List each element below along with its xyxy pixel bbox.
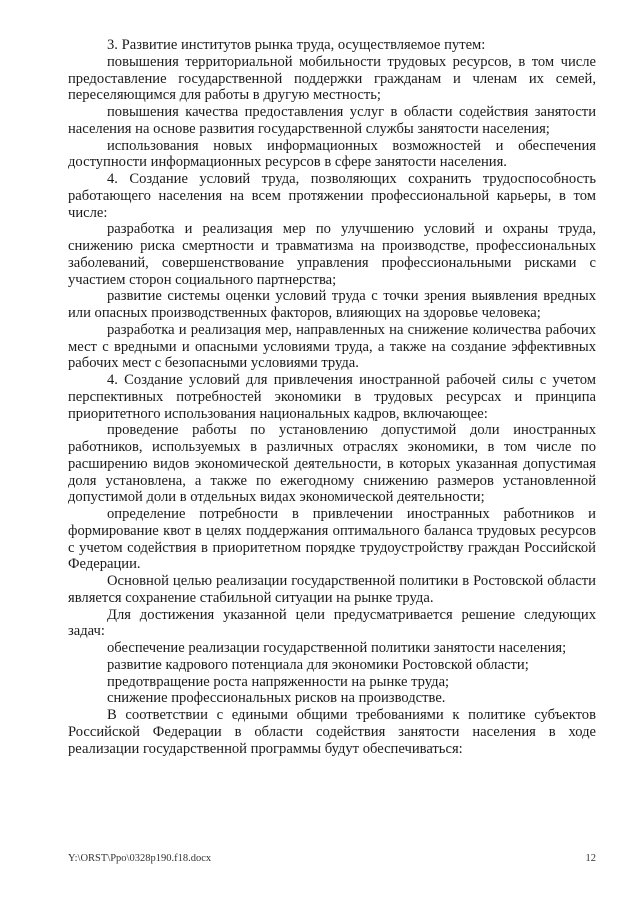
paragraph-section-3-heading: 3. Развитие институтов рынка труда, осуществляемое путем: — [107, 37, 486, 53]
paragraph: разработка и реализация мер, направленных на снижение количества рабочих мест с вредными и опасными условиями труда, а также на создание эффективных рабочих мест с безопасными условиями труда. — [68, 321, 596, 372]
paragraph-list-item: развитие кадрового потенциала для экономики Ростовской области; — [107, 656, 529, 673]
footer-file-path: Y:\ORST\Ppo\0328p190.f18.docx — [68, 853, 212, 864]
paragraph: использования новых информационных возможностей и обеспечения доступности информационных ресурсов в сфере занятости населения. — [68, 137, 596, 171]
paragraph: Основной целью реализации государственной политики в Ростовской области является сохранение стабильной ситуации на рынке труда. — [68, 573, 596, 606]
paragraph-list-item: предотвращение роста напряженности на рынке труда; — [107, 673, 450, 690]
document-body — [68, 37, 596, 757]
paragraph: разработка и реализация мер по улучшению условий и охраны труда, снижению риска смертности и травматизма на производстве, профессиональных заболеваний, совершенствование управления профессиональными рисками с участием сторон социального партнерства; — [68, 221, 596, 288]
paragraph: В соответствии с едиными общими требованиями к политике субъектов Российской Федерации в области содействия занятости населения в ходе реализации государственной программы будут обеспечиваться: — [68, 707, 596, 757]
paragraph-list-item: обеспечение реализации государственной политики занятости населения; — [107, 640, 567, 656]
paragraph: проведение работы по установлению допустимой доли иностранных работников, используемых в различных отраслях экономики, в том числе по расширению видов экономической деятельности, в которых указанная допустимая доля установлена, а также по ежегодному снижению размеров установленной допустимой доли в отдельных видах экономической деятельности; — [68, 422, 596, 506]
page-number: 12 — [585, 853, 596, 864]
paragraph-section-4-heading: 4. Создание условий труда, позволяющих сохранить трудоспособность работающего населения на всем протяжении профессиональной карьеры, в том числе: — [68, 171, 596, 221]
paragraph: повышения качества предоставления услуг в области содействия занятости населения на основе развития государственной службы занятости населения; — [68, 104, 596, 137]
paragraph-list-item: снижение профессиональных рисков на производстве. — [107, 690, 446, 707]
paragraph: Для достижения указанной цели предусматривается решение следующих задач: — [68, 606, 596, 640]
paragraph-section-4b-heading: 4. Создание условий для привлечения иностранной рабочей силы с учетом перспективных потребностей экономики в трудовых ресурсах и принципа приоритетного использования национальных кадров, включающее: — [68, 372, 596, 422]
paragraph: повышения территориальной мобильности трудовых ресурсов, в том числе предоставление государственной поддержки гражданам и членам их семей, переселяющимся для работы в другую местность; — [68, 53, 596, 104]
paragraph: развитие системы оценки условий труда с точки зрения выявления вредных или опасных производственных факторов, влияющих на здоровье человека; — [68, 288, 596, 321]
paragraph: определение потребности в привлечении иностранных работников и формирование квот в целях поддержания оптимального баланса трудовых ресурсов с учетом содействия в приоритетном порядке трудоустройству граждан Российской Федерации. — [68, 506, 596, 573]
